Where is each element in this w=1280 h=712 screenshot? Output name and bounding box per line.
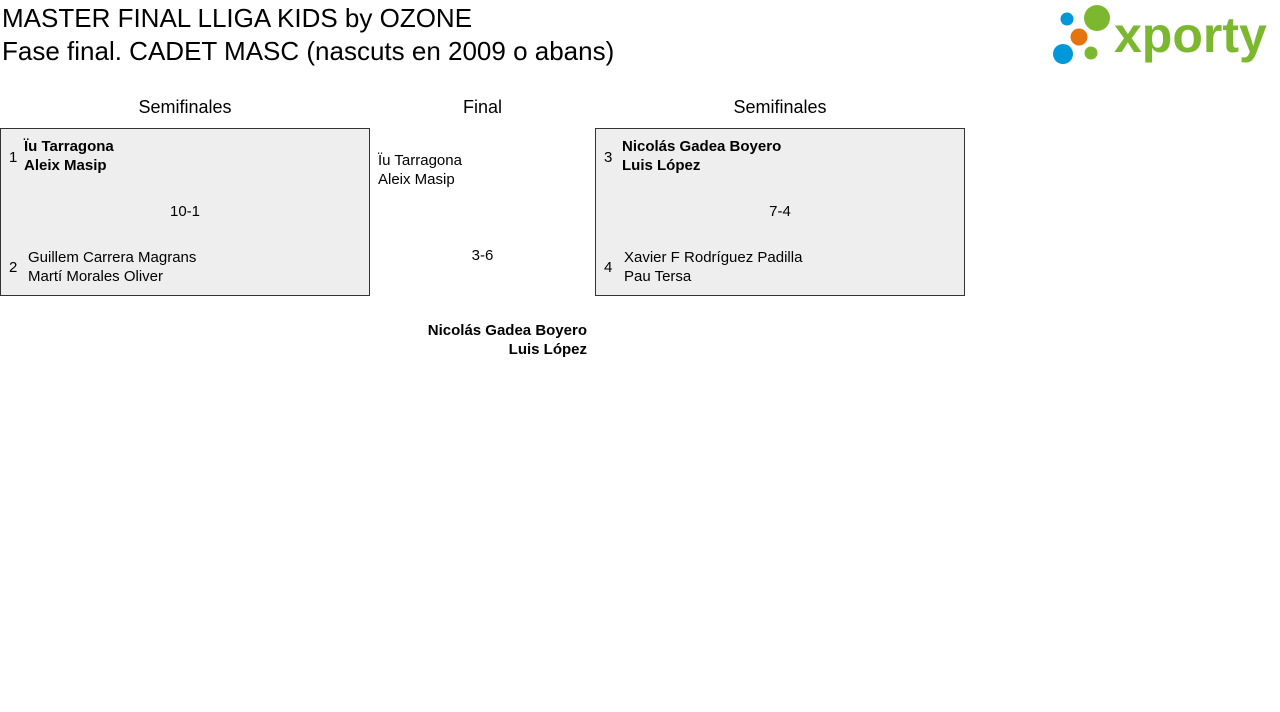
- player-name: Aleix Masip: [378, 171, 455, 188]
- final-score: 3-6: [471, 247, 494, 264]
- team-bottom: [624, 248, 802, 286]
- xporty-logo: [1050, 4, 1276, 66]
- seed-number: 1: [9, 149, 18, 166]
- player-name: Martí Morales Oliver: [28, 268, 164, 285]
- player-name: Aleix Masip: [24, 157, 107, 174]
- seed-number: 4: [604, 259, 613, 276]
- logo-text: xporty: [1114, 7, 1267, 63]
- final-team-a: [378, 151, 462, 189]
- player-name: Ïu Tarragona: [24, 138, 114, 155]
- seed-number: 3: [604, 149, 613, 166]
- player-name: Pau Tersa: [624, 268, 692, 285]
- player-name: Luis López: [508, 341, 587, 358]
- player-name: Luis López: [622, 157, 701, 174]
- team-top: [24, 137, 114, 175]
- semifinal-match-right: [595, 128, 965, 296]
- match-score: 10-1: [169, 203, 201, 220]
- player-name: Nicolás Gadea Boyero: [622, 138, 782, 155]
- semifinal-match-left: [0, 128, 370, 296]
- column-header-final: Final: [462, 97, 502, 117]
- page-subtitle: Fase final. CADET MASC (nascuts en 2009 o abans): [2, 36, 615, 66]
- page-title: MASTER FINAL LLIGA KIDS by OZONE: [2, 3, 473, 33]
- player-name: Ïu Tarragona: [378, 152, 462, 169]
- player-name: Guillem Carrera Magrans: [28, 249, 197, 266]
- column-header-semifinals-right: Semifinales: [733, 97, 827, 117]
- match-score: 7-4: [769, 203, 791, 220]
- final-winner: [428, 321, 587, 359]
- player-name: Xavier F Rodríguez Padilla: [624, 249, 803, 266]
- team-bottom: [28, 248, 196, 286]
- player-name: Nicolás Gadea Boyero: [427, 322, 587, 339]
- team-top: [622, 137, 781, 175]
- column-header-semifinals-left: Semifinales: [138, 97, 232, 117]
- seed-number: 2: [9, 259, 18, 276]
